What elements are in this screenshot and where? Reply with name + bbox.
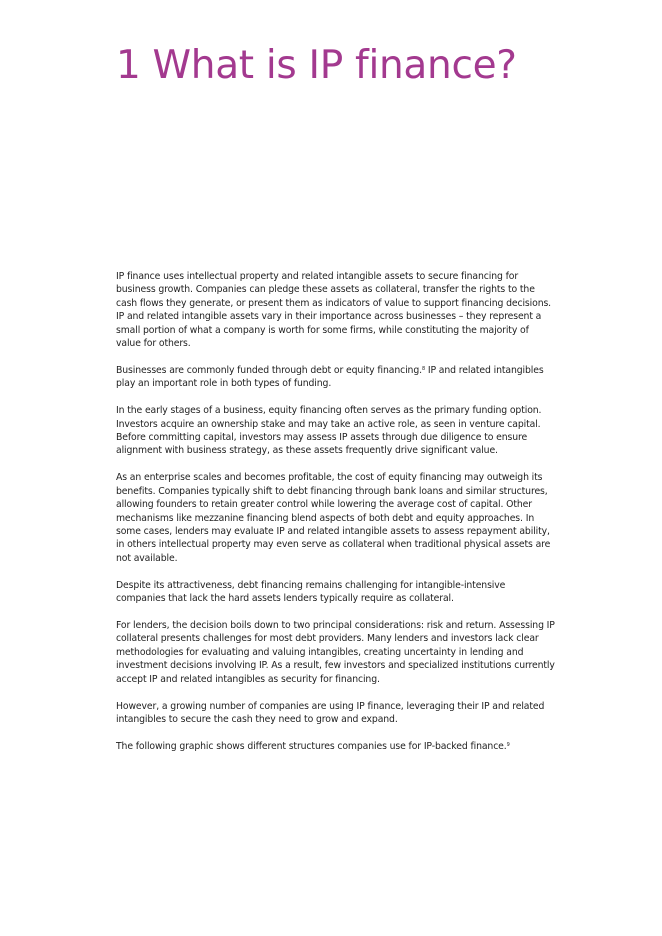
paragraph-debt-financing: [116, 471, 556, 565]
paragraph-text: However, a growing number of companies are using IP finance, leveraging their IP and related intangibles to secure the cash they need to grow and expand.: [116, 700, 545, 725]
paragraph-text: Businesses are commonly funded through debt or equity financing.: [116, 364, 422, 376]
chapter-number: 1: [116, 43, 141, 88]
footnote-ref-9[interactable]: 9: [506, 741, 510, 748]
paragraph-funding-types: [116, 364, 556, 391]
paragraph-lender-considerations: [116, 619, 556, 686]
paragraph-text: For lenders, the decision boils down to two principal considerations: risk and return. Assessing IP collateral presents challenges for most debt providers. Many lenders and investors lack clear methodologies for evaluating and valuing intangibles, creating uncertainty in lending and investment decisions involving IP. As a result, few investors and specialized institutions currently accept IP and related intangibles as security for financing.: [116, 620, 555, 685]
paragraph-graphic-intro: [116, 740, 556, 753]
paragraph-text: The following graphic shows different structures companies use for IP-backed finance.: [116, 740, 507, 752]
paragraph-growing-use: [116, 700, 556, 727]
paragraph-text-continued: IP and related intangibles play an important role in both types of funding.: [116, 364, 544, 390]
body-text: [116, 270, 556, 767]
chapter-title: What is IP finance?: [152, 43, 517, 88]
paragraph-text: As an enterprise scales and becomes profitable, the cost of equity financing may outweigh its benefits. Companies typically shift to debt financing through bank loans and similar structures, allowing founders to retain greater control while lowering the average cost of capital. Other mechanisms like mezzanine financing blend aspects of both debt and equity approaches. In some cases, lenders may evaluate IP and related intangible assets to assess repayment ability, in others intellectual property may even serve as collateral when traditional physical assets are not available.: [116, 472, 551, 564]
paragraph-text: In the early stages of a business, equity financing often serves as the primary funding option. Investors acquire an ownership stake and may take an active role, as seen in venture capital. Before committing capital, investors may assess IP assets through due diligence to ensure alignment with business strategy, as these assets frequently drive significant value.: [116, 405, 542, 457]
paragraph-text: IP finance uses intellectual property and related intangible assets to secure financing for business growth. Companies can pledge these assets as collateral, transfer the rights to the cash flows they generate, or present them as indicators of value to support financing decisions. IP and related intangible assets vary in their importance across businesses – they represent a small portion of what a company is worth for some firms, while constituting the majority of value for others.: [116, 271, 552, 350]
paragraph-intro: [116, 270, 556, 350]
footnote-ref-8[interactable]: 8: [421, 365, 426, 372]
paragraph-debt-challenges: [116, 579, 556, 606]
paragraph-equity-financing: [116, 404, 556, 458]
paragraph-text: Despite its attractiveness, debt financing remains challenging for intangible-intensive companies that lack the hard assets lenders typically require as collateral.: [116, 579, 506, 605]
page-title: [116, 40, 517, 92]
